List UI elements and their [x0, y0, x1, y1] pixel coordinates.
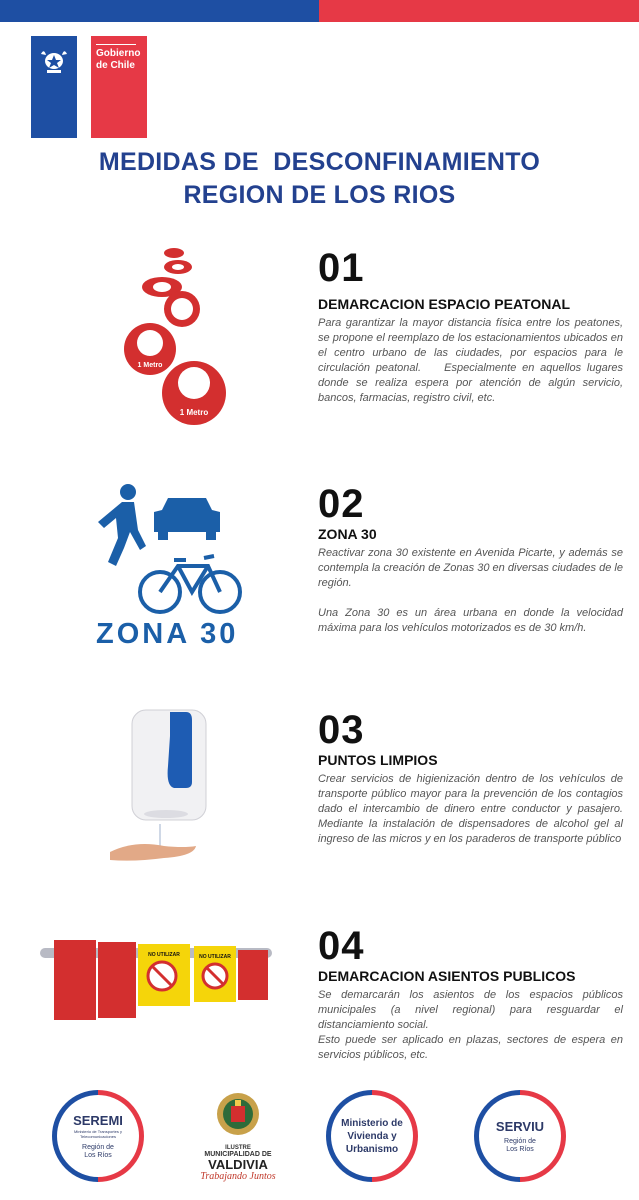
- title-line-2: REGION DE LOS RIOS: [183, 181, 456, 209]
- chile-coat-of-arms-icon: [31, 36, 77, 138]
- zona30-illustration: [94, 482, 244, 618]
- section-03: [318, 708, 633, 847]
- section-body: [318, 316, 630, 406]
- zona30-label: ZONA 30: [96, 618, 239, 650]
- logo-underline: [96, 44, 136, 45]
- seremi-name: SEREMI: [73, 1112, 123, 1128]
- seat-demarcation-illustration: [40, 932, 272, 1022]
- car-icon: [154, 498, 220, 540]
- logo-text-line1: Gobierno: [96, 48, 141, 59]
- valdivia-line1: ILUSTRE: [225, 1145, 251, 1151]
- section-paragraph: Una Zona 30 es un área urbana en donde la velocidad máxima para los vehículos motorizados es de 30 km/h.: [318, 607, 623, 634]
- serviu-region: Región de Los Ríos: [504, 1137, 536, 1153]
- gobierno-de-chile-logo: [31, 36, 147, 138]
- bicycle-icon: [140, 556, 240, 612]
- section-body: [318, 546, 623, 636]
- page-title: [0, 146, 639, 212]
- no-utilizar-label-1: NO UTILIZAR: [148, 952, 180, 958]
- serviu-logo: [474, 1090, 566, 1182]
- seremi-logo: [52, 1090, 144, 1182]
- valdivia-line3: VALDIVIA: [208, 1157, 268, 1172]
- section-number: 01: [318, 246, 365, 290]
- valdivia-slogan: Trabajando Juntos: [200, 1171, 276, 1182]
- section-title: PUNTOS LIMPIOS: [318, 752, 438, 768]
- gel-dispenser-illustration: [104, 706, 214, 866]
- top-color-bar: [0, 0, 639, 22]
- no-utilizar-label-2: NO UTILIZAR: [199, 954, 231, 960]
- minvu-logo: [326, 1090, 418, 1182]
- serviu-name: SERVIU: [495, 1118, 545, 1134]
- section-number: 04: [318, 924, 365, 968]
- footprint-markers-illustration: [118, 243, 228, 433]
- section-title: ZONA 30: [318, 526, 377, 542]
- section-body: [318, 988, 623, 1063]
- section-paragraph: Reactivar zona 30 existente en Avenida Picarte, y además se contempla la creación de Zonas 30 en diversas ciudades de le región.: [318, 547, 623, 589]
- seremi-subtitle: Ministerio de Transportes y Telecomunicaciones: [73, 1128, 123, 1139]
- section-body: [318, 772, 633, 847]
- section-02: [318, 484, 623, 636]
- gobierno-logo-text: [91, 36, 147, 138]
- section-title: DEMARCACION ESPACIO PEATONAL: [318, 296, 571, 312]
- section-title: DEMARCACION ASIENTOS PUBLICOS: [318, 968, 576, 984]
- section-paragraph: Se demarcarán los asientos de los espacios públicos municipales (a nivel regional) para resguardar el distanciamiento social.: [318, 989, 623, 1031]
- meter-label-1: 1 Metro: [137, 362, 163, 369]
- logo-text-line2: de Chile: [96, 60, 135, 71]
- section-number: 03: [318, 708, 365, 752]
- top-bar-red: [319, 0, 639, 22]
- title-line-1: MEDIDAS DE DESCONFINAMIENTO: [98, 148, 541, 176]
- minvu-logo-inner: [331, 1095, 413, 1177]
- section-paragraph: Crear servicios de higienización dentro de los vehículos de transporte público mayor para la prevención de los contagios dado el intercambio de dinero entre conductor y pasajero. Mediante la instalación de dispensadores de alcohol gel al ingreso de las micros y en los paraderos de transporte público: [318, 773, 633, 845]
- meter-label-3: 1 Metro: [173, 321, 191, 327]
- meter-label-2: 1 Metro: [179, 408, 209, 417]
- valdivia-logo: [185, 1090, 291, 1182]
- section-number: 02: [318, 482, 365, 526]
- valdivia-line2: MUNICIPALIDAD DE: [204, 1151, 272, 1158]
- section-04: [318, 926, 623, 1063]
- valdivia-crest-icon: [215, 1090, 261, 1140]
- seremi-region: Región de Los Ríos: [82, 1143, 114, 1159]
- section-paragraph: Esto puede ser aplicado en plazas, sectores de espera en servicios públicos, etc.: [318, 1034, 623, 1061]
- section-01: [318, 246, 630, 406]
- seremi-logo-inner: [57, 1095, 139, 1177]
- serviu-logo-inner: [479, 1095, 561, 1177]
- top-bar-blue: [0, 0, 319, 22]
- minvu-name: Ministerio de Vivienda y Urbanismo: [341, 1117, 403, 1155]
- pedestrian-icon: [120, 484, 136, 500]
- section-paragraph: Para garantizar la mayor distancia física entre los peatones, se propone el reemplazo de los estacionamientos ubicados en el centro urbano de las ciudades, por espacios para le circulación peatonal. Especialmente en aquellos lugares donde se realiza espera por atención de algún servicio, bancos, farmacias, registro civil, etc.: [318, 317, 630, 404]
